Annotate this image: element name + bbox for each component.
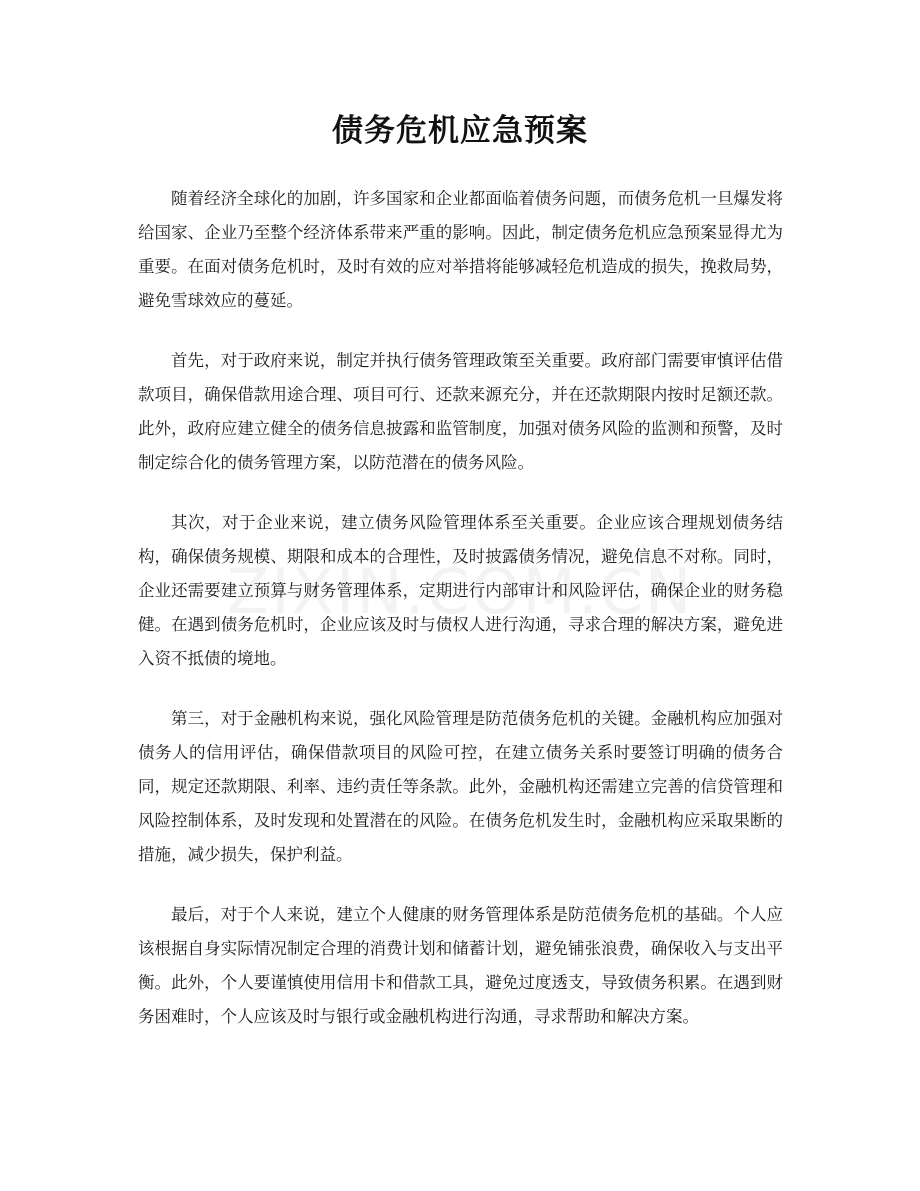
paragraph-government: 首先，对于政府来说，制定并执行债务管理政策至关重要。政府部门需要审慎评估借款项目，确保借款用途合理、项目可行、还款来源充分，并在还款期限内按时足额还款。此外，政府应建立健全的债务信息披露和监管制度，加强对债务风险的监测和预警，及时制定综合化的债务管理方案，以防范潜在的债务风险。 [138,351,783,472]
paragraph-financial-institution: 第三，对于金融机构来说，强化风险管理是防范债务危机的关键。金融机构应加强对债务人的信用评估，确保借款项目的风险可控，在建立债务关系时要签订明确的债务合同，规定还款期限、利率、违约责任等条款。此外，金融机构还需建立完善的信贷管理和风险控制体系，及时发现和处置潜在的风险。在债务危机发生时，金融机构应采取果断的措施，减少损失，保护利益。 [138,709,783,864]
paragraph-enterprise: 其次，对于企业来说，建立债务风险管理体系至关重要。企业应该合理规划债务结构，确保债务规模、期限和成本的合理性，及时披露债务情况，避免信息不对称。同时，企业还需要建立预算与财务管理体系，定期进行内部审计和风险评估，确保企业的财务稳健。在遇到债务危机时，企业应该及时与债权人进行沟通，寻求合理的解决方案，避免进入资不抵债的境地。 [138,513,783,668]
paragraph-intro: 随着经济全球化的加剧，许多国家和企业都面临着债务问题，而债务危机一旦爆发将给国家、企业乃至整个经济体系带来严重的影响。因此，制定债务危机应急预案显得尤为重要。在面对债务危机时，及时有效的应对举措将能够减轻危机造成的损失，挽救局势，避免雪球效应的蔓延。 [138,189,783,310]
document-body [138,182,783,1060]
document-title: 债务危机应急预案 [332,113,588,149]
paragraph-individual: 最后，对于个人来说，建立个人健康的财务管理体系是防范债务危机的基础。个人应该根据自身实际情况制定合理的消费计划和储蓄计划，避免铺张浪费，确保收入与支出平衡。此外，个人要谨慎使用信用卡和借款工具，避免过度透支，导致债务积累。在遇到财务困难时，个人应该及时与银行或金融机构进行沟通，寻求帮助和解决方案。 [138,905,783,1026]
